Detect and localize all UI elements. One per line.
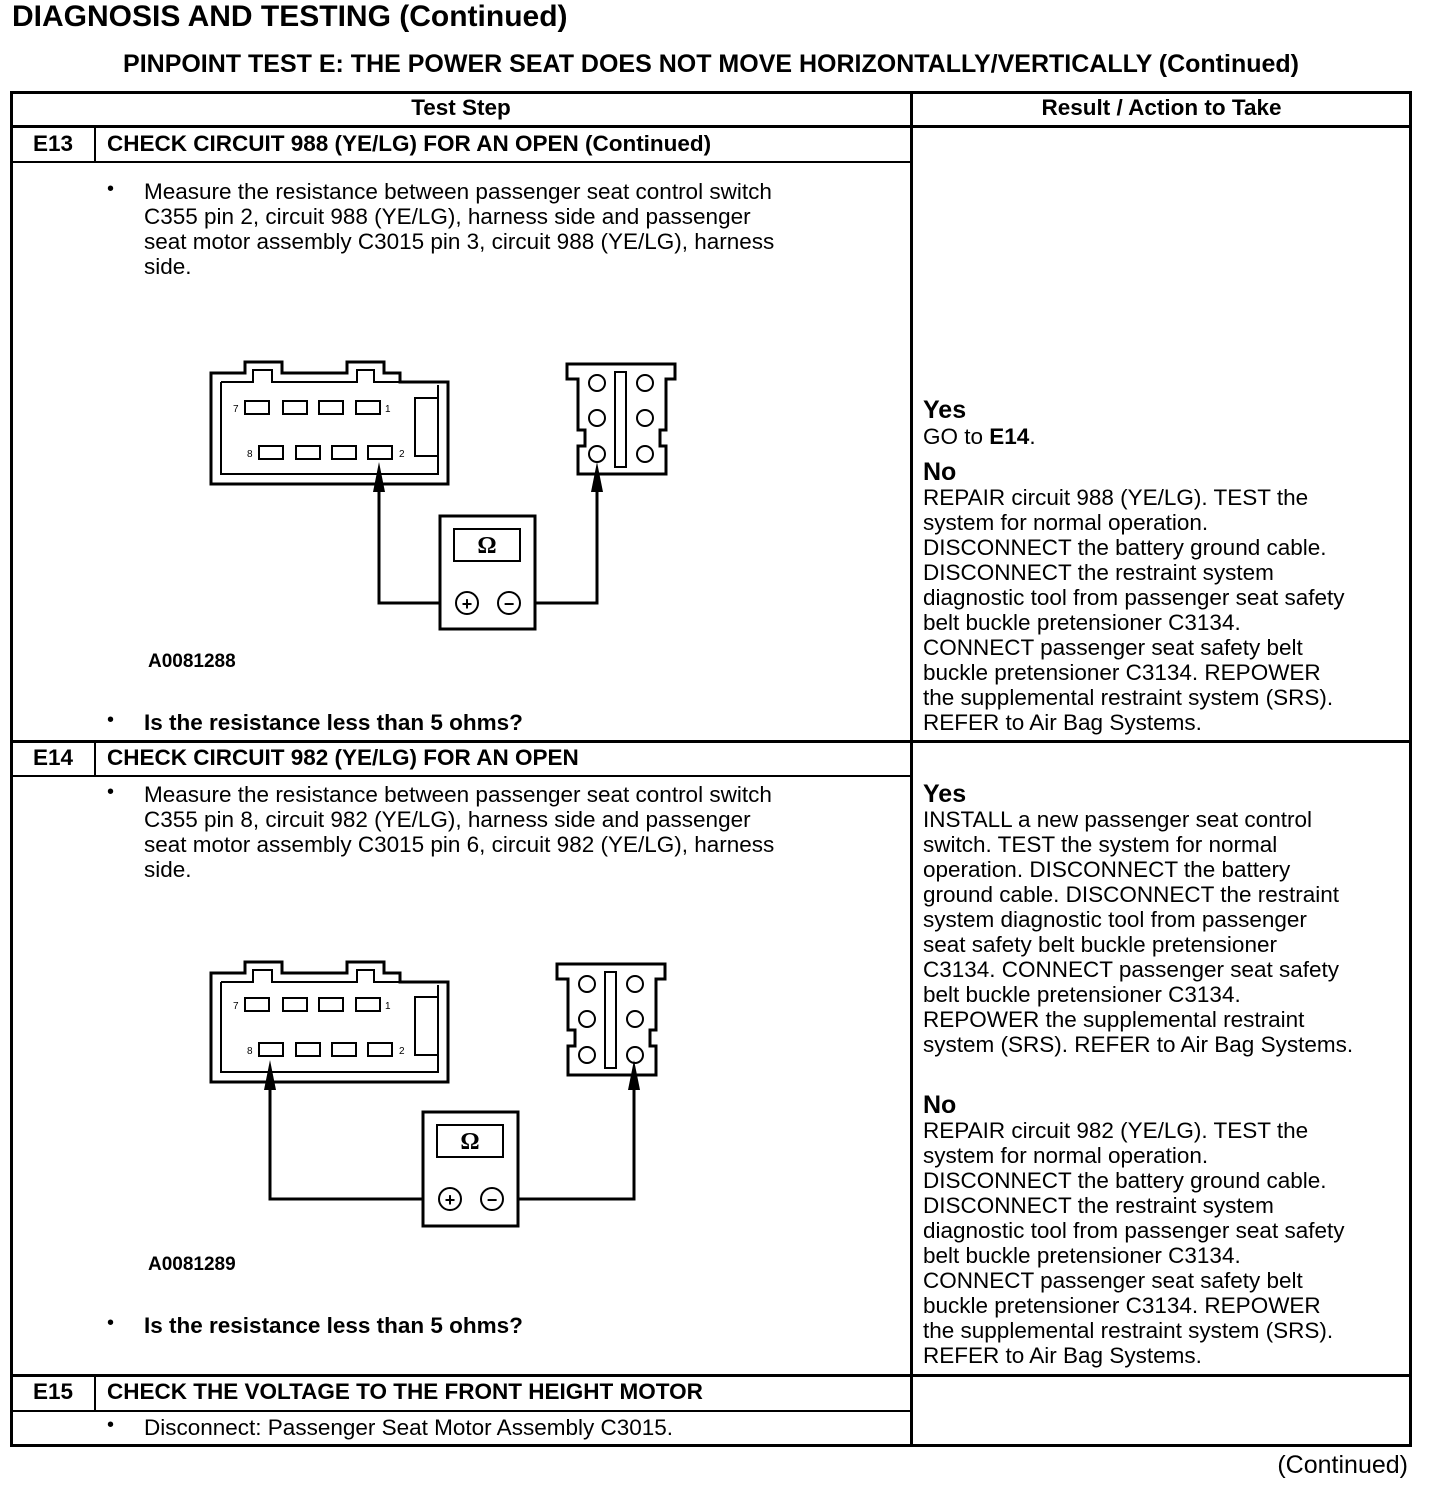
e13-no-label: No bbox=[923, 458, 957, 486]
e14-title-rule bbox=[10, 775, 912, 777]
pin-8-label: 8 bbox=[247, 1046, 253, 1057]
e13-instr-line: Measure the resistance between passenger seat control switch bbox=[144, 179, 772, 204]
e15-top-rule bbox=[10, 1374, 1412, 1377]
e13-figure-id: A0081288 bbox=[148, 651, 236, 672]
e13-no-line: CONNECT passenger seat safety belt bbox=[923, 635, 1303, 660]
e14-yes-label: Yes bbox=[923, 780, 967, 808]
e14-yes-line: system diagnostic tool from passenger bbox=[923, 907, 1307, 932]
e15-step-title: CHECK THE VOLTAGE TO THE FRONT HEIGHT MOTOR bbox=[107, 1379, 703, 1404]
e14-yes-line: C3134. CONNECT passenger seat safety bbox=[923, 957, 1340, 982]
switch-connector-c355 bbox=[211, 362, 448, 484]
e14-no-line: diagnostic tool from passenger seat safety bbox=[923, 1218, 1345, 1243]
e14-no-line: system for normal operation. bbox=[923, 1143, 1209, 1168]
e14-no-line: belt buckle pretensioner C3134. bbox=[923, 1243, 1241, 1268]
e14-wiring-figure bbox=[200, 955, 680, 1235]
plus-terminal: + bbox=[461, 594, 473, 614]
minus-terminal: − bbox=[486, 1190, 498, 1210]
pin-7-label: 7 bbox=[233, 1001, 239, 1012]
e13-wiring-figure bbox=[200, 355, 690, 640]
pin-7-label: 7 bbox=[233, 404, 239, 415]
e13-instr-line: side. bbox=[144, 254, 192, 279]
e13-no-line: belt buckle pretensioner C3134. bbox=[923, 610, 1241, 635]
e15-instruction: Disconnect: Passenger Seat Motor Assembly C3015. bbox=[144, 1415, 674, 1440]
e14-yes-line: switch. TEST the system for normal bbox=[923, 832, 1278, 857]
switch-connector-c355 bbox=[211, 962, 448, 1082]
e14-question: Is the resistance less than 5 ohms? bbox=[144, 1313, 523, 1338]
e14-yes-line: ground cable. DISCONNECT the restraint bbox=[923, 882, 1340, 907]
e14-instr-line: side. bbox=[144, 857, 192, 882]
e13-yes-label: Yes bbox=[923, 396, 967, 424]
e13-instr-line: seat motor assembly C3015 pin 3, circuit 988 (YE/LG), harness bbox=[144, 229, 775, 254]
e15-id-divider bbox=[94, 1376, 96, 1411]
e14-bullet: • bbox=[107, 781, 115, 803]
ohm-symbol: Ω bbox=[460, 1129, 480, 1155]
e14-instr-line: Measure the resistance between passenger seat control switch bbox=[144, 782, 772, 807]
e14-no-line: the supplemental restraint system (SRS). bbox=[923, 1318, 1334, 1343]
e15-bullet: • bbox=[107, 1414, 115, 1436]
e14-yes-line: REPOWER the supplemental restraint bbox=[923, 1007, 1305, 1032]
e14-id-divider bbox=[94, 742, 96, 777]
column-header-result: Result / Action to Take bbox=[1041, 95, 1282, 120]
e13-question-bullet: • bbox=[107, 709, 115, 731]
e13-yes-action: GO to E14. bbox=[923, 424, 1036, 449]
e14-yes-line: system (SRS). REFER to Air Bag Systems. bbox=[923, 1032, 1354, 1057]
e13-no-line: REPAIR circuit 988 (YE/LG). TEST the bbox=[923, 485, 1309, 510]
e13-no-line: DISCONNECT the battery ground cable. bbox=[923, 535, 1327, 560]
e13-no-line: system for normal operation. bbox=[923, 510, 1209, 535]
e14-no-line: DISCONNECT the restraint system bbox=[923, 1193, 1274, 1218]
motor-connector-c3015 bbox=[567, 364, 675, 474]
e14-step-title: CHECK CIRCUIT 982 (YE/LG) FOR AN OPEN bbox=[107, 745, 579, 770]
e14-no-line: DISCONNECT the battery ground cable. bbox=[923, 1168, 1327, 1193]
e14-no-line: CONNECT passenger seat safety belt bbox=[923, 1268, 1303, 1293]
e14-step-id: E14 bbox=[32, 745, 74, 770]
section-title: DIAGNOSIS AND TESTING (Continued) bbox=[12, 0, 568, 33]
pin-2-label: 2 bbox=[399, 1046, 405, 1057]
e14-instr-line: C355 pin 8, circuit 982 (YE/LG), harness side and passenger bbox=[144, 807, 751, 832]
e14-yes-line: INSTALL a new passenger seat control bbox=[923, 807, 1312, 832]
pinpoint-title: PINPOINT TEST E: THE POWER SEAT DOES NOT MOVE HORIZONTALLY/VERTICALLY (Continued) bbox=[123, 50, 1299, 78]
e13-no-line: REFER to Air Bag Systems. bbox=[923, 710, 1202, 735]
e13-step-id: E13 bbox=[32, 131, 74, 156]
e14-no-line: buckle pretensioner C3134. REPOWER bbox=[923, 1293, 1321, 1318]
plus-terminal: + bbox=[444, 1190, 456, 1210]
e15-step-id: E15 bbox=[32, 1379, 74, 1404]
pin-8-label: 8 bbox=[247, 449, 253, 460]
pin-1-label: 1 bbox=[385, 404, 391, 415]
e13-step-title: CHECK CIRCUIT 988 (YE/LG) FOR AN OPEN (Continued) bbox=[107, 131, 712, 156]
column-divider bbox=[910, 91, 913, 1447]
e13-no-line: diagnostic tool from passenger seat safety bbox=[923, 585, 1345, 610]
e14-yes-line: operation. DISCONNECT the battery bbox=[923, 857, 1291, 882]
pin-2-label: 2 bbox=[399, 449, 405, 460]
e13-no-line: DISCONNECT the restraint system bbox=[923, 560, 1274, 585]
e15-title-rule bbox=[10, 1410, 912, 1412]
e14-no-line: REFER to Air Bag Systems. bbox=[923, 1343, 1202, 1368]
motor-connector-c3015 bbox=[557, 964, 665, 1075]
ohm-symbol: Ω bbox=[477, 533, 497, 559]
e13-no-line: the supplemental restraint system (SRS). bbox=[923, 685, 1334, 710]
e14-instr-line: seat motor assembly C3015 pin 6, circuit 982 (YE/LG), harness bbox=[144, 832, 775, 857]
e13-no-line: buckle pretensioner C3134. REPOWER bbox=[923, 660, 1321, 685]
e13-id-divider bbox=[94, 127, 96, 162]
header-rule bbox=[10, 125, 1412, 128]
e13-title-rule bbox=[10, 161, 912, 163]
continued-note: (Continued) bbox=[1277, 1451, 1408, 1479]
e14-question-bullet: • bbox=[107, 1312, 115, 1334]
column-header-test-step: Test Step bbox=[411, 95, 511, 120]
e13-yes-target: E14 bbox=[989, 424, 1030, 449]
e13-bullet: • bbox=[107, 178, 115, 200]
minus-terminal: − bbox=[503, 594, 515, 614]
pin-1-label: 1 bbox=[385, 1001, 391, 1012]
e13-question: Is the resistance less than 5 ohms? bbox=[144, 710, 523, 735]
e14-yes-line: seat safety belt buckle pretensioner bbox=[923, 932, 1277, 957]
e14-yes-line: belt buckle pretensioner C3134. bbox=[923, 982, 1241, 1007]
e13-instr-line: C355 pin 2, circuit 988 (YE/LG), harness side and passenger bbox=[144, 204, 751, 229]
e14-no-label: No bbox=[923, 1091, 957, 1119]
e14-no-line: REPAIR circuit 982 (YE/LG). TEST the bbox=[923, 1118, 1309, 1143]
e14-top-rule bbox=[10, 740, 1412, 743]
e14-figure-id: A0081289 bbox=[148, 1254, 236, 1275]
